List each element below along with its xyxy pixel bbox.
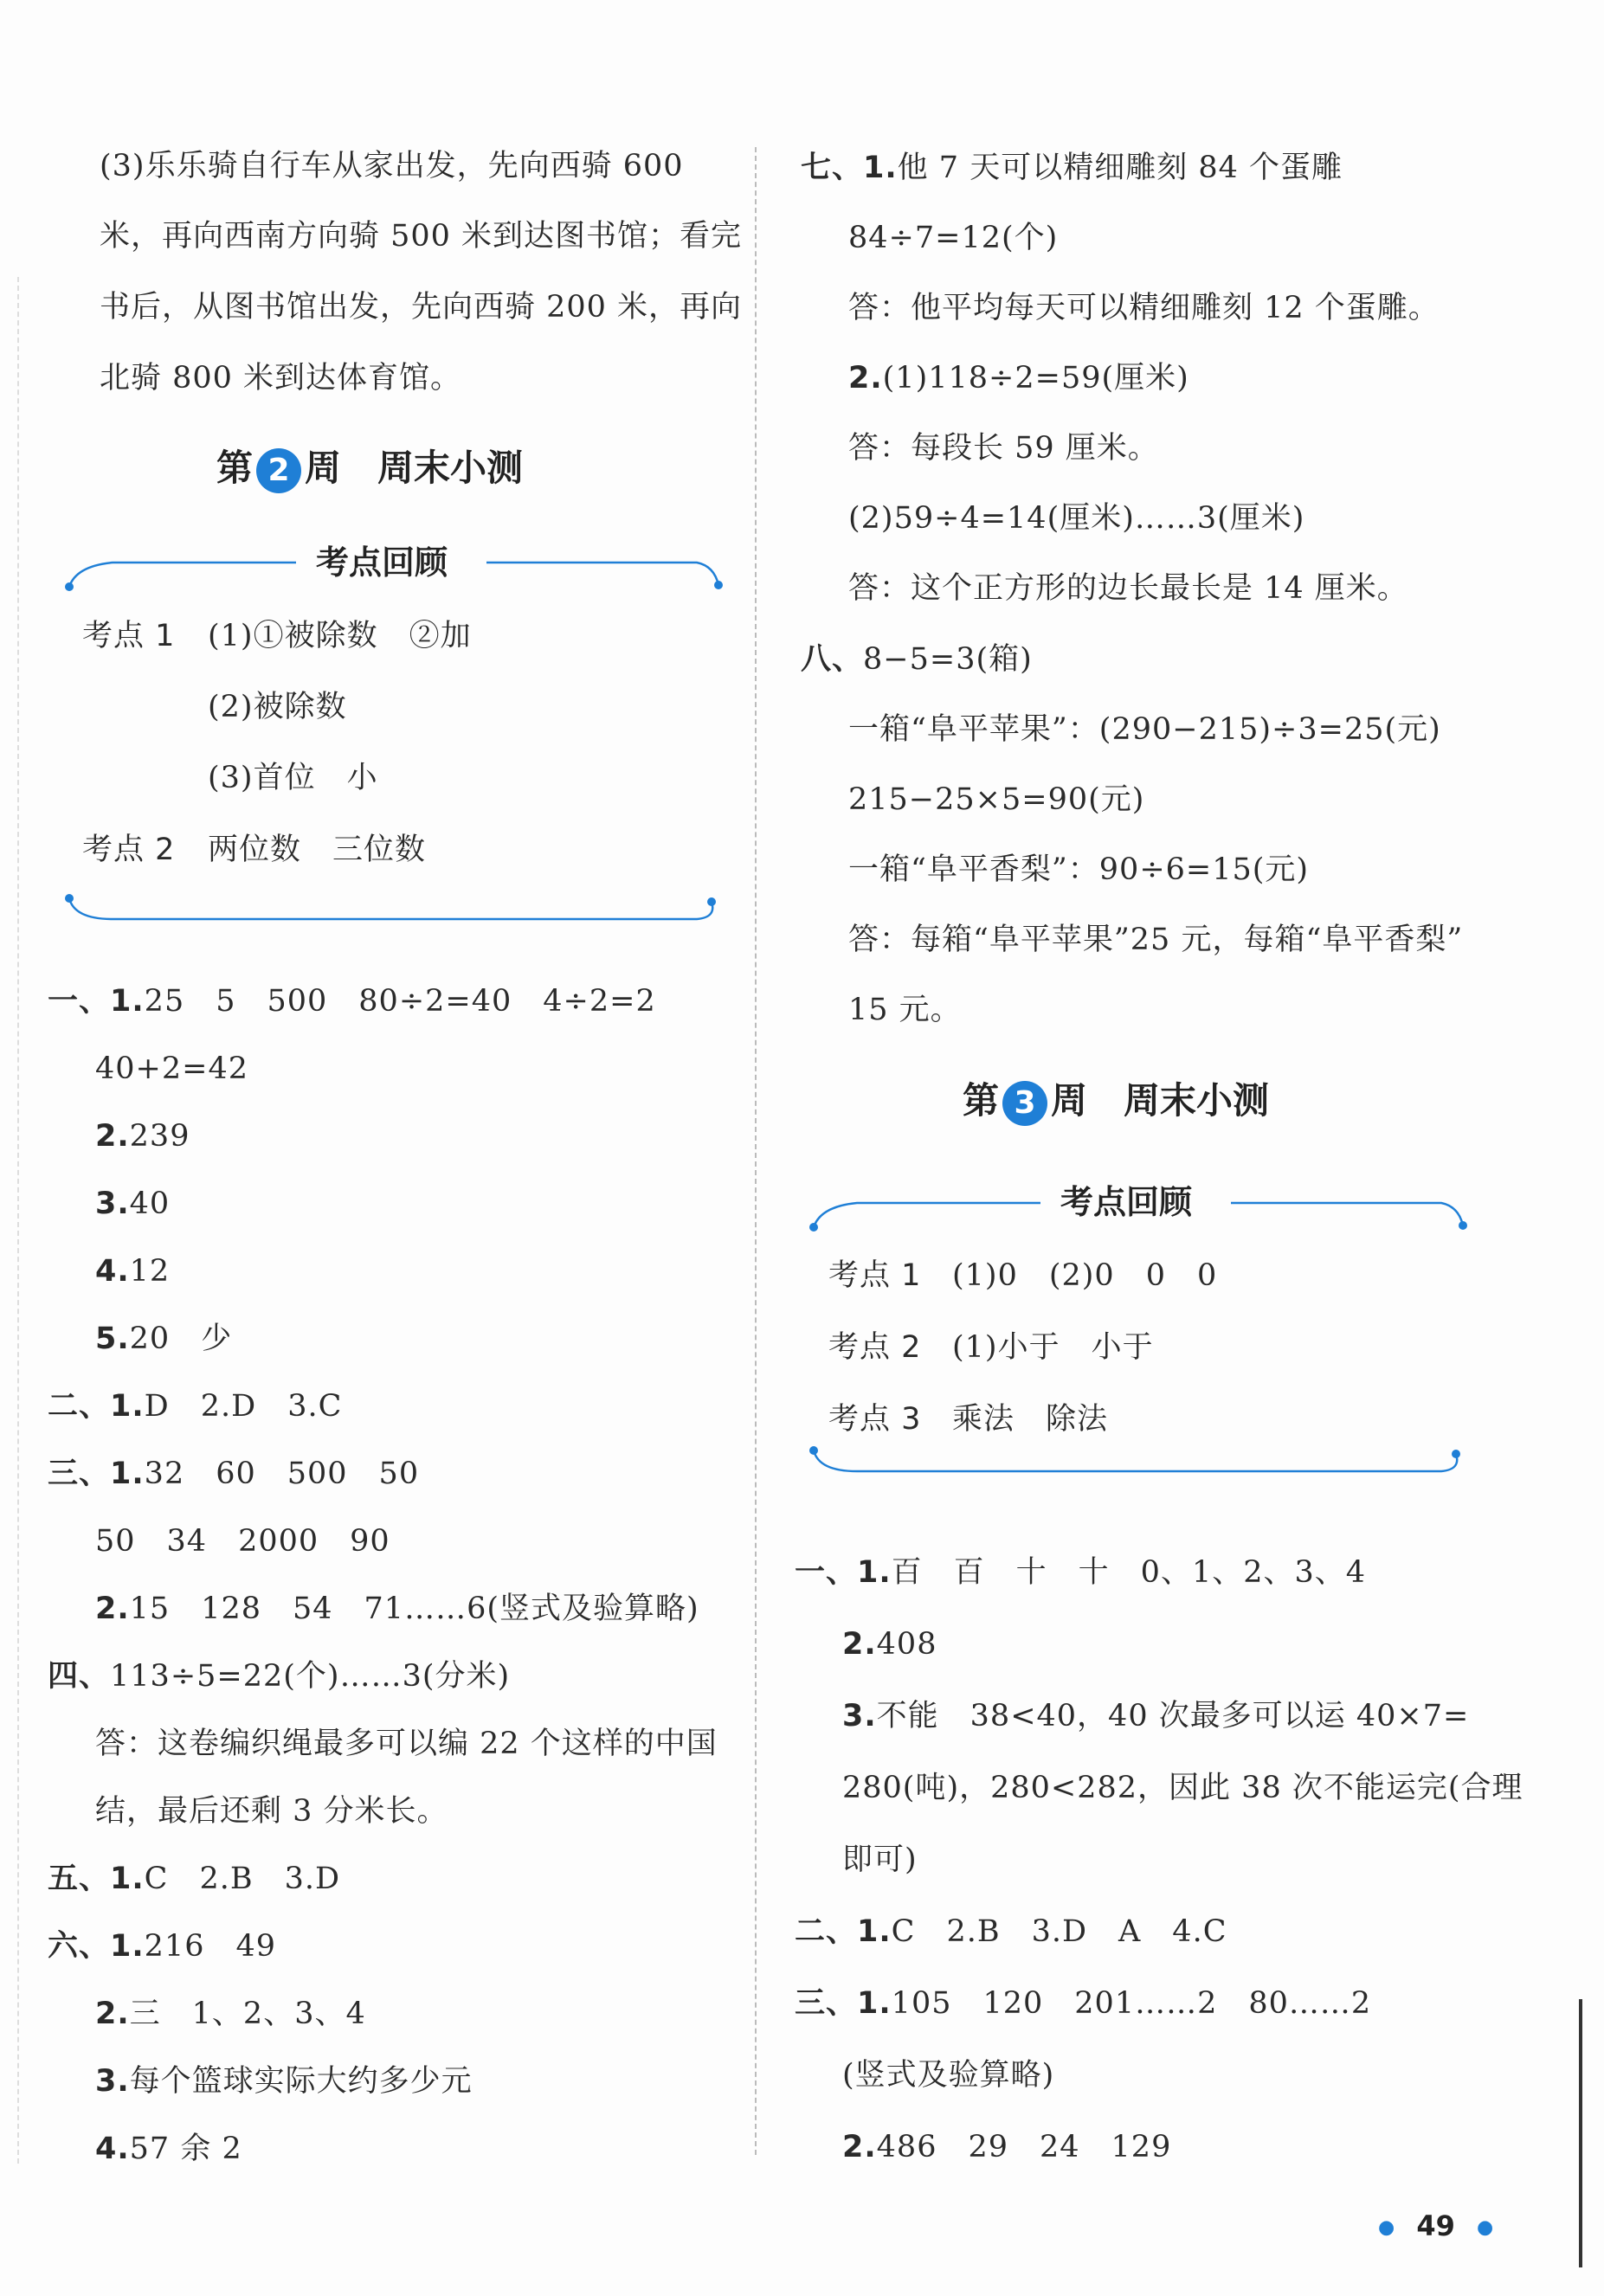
section-marker: 一、 xyxy=(48,984,111,1019)
answer-line xyxy=(795,1984,1371,2023)
review-text: (3)首位 小 xyxy=(208,761,378,795)
answer-text: 8−5=3(箱) xyxy=(863,642,1033,677)
intro-line: (3)乐乐骑自行车从家出发，先向西骑 600 xyxy=(100,149,684,183)
edge-bar xyxy=(1579,1999,1582,2267)
review-text: 两位数 三位数 xyxy=(208,833,427,867)
review-text: (2)被除数 xyxy=(208,690,347,724)
answer-line xyxy=(848,359,1189,397)
review-text: (1)小于 小于 xyxy=(952,1330,1154,1365)
answer-text: (1)118÷2=59(厘米) xyxy=(882,361,1189,396)
answer-text: 113÷5=22(个)……3(分米) xyxy=(110,1659,511,1694)
answer-text: 一箱“阜平苹果”：(290−215)÷3=25(元) xyxy=(848,712,1441,747)
answer-text: (竖式及验算略) xyxy=(842,2058,1055,2093)
answer-line xyxy=(842,1841,918,1879)
section-marker: 二、 xyxy=(795,1914,858,1949)
answer-text: 结，最后还剩 3 分米长。 xyxy=(95,1794,448,1829)
answer-text: 一箱“阜平香梨”：90÷6=15(元) xyxy=(848,852,1310,887)
answer-line xyxy=(848,499,1304,537)
section-marker: 六、 xyxy=(48,1929,111,1964)
answer-line xyxy=(842,1697,1469,1735)
answer-line xyxy=(801,640,1033,679)
answer-line xyxy=(95,1995,366,2033)
item-number: 3. xyxy=(95,1187,130,1221)
week-heading-post: 周 周末小测 xyxy=(305,447,524,489)
answer-text: 25 5 500 80÷2=40 4÷2=2 xyxy=(144,984,656,1019)
answer-text: 20 少 xyxy=(129,1322,233,1356)
answer-line xyxy=(842,2056,1054,2094)
answer-text: 50 34 2000 90 xyxy=(95,1524,390,1559)
answer-line xyxy=(842,1769,1523,1807)
answer-line xyxy=(48,1860,340,1898)
margin-line xyxy=(17,277,19,2164)
review-title: 考点回顾 xyxy=(316,543,448,582)
item-number: 2. xyxy=(848,361,883,396)
review-label: 考点 3 xyxy=(828,1402,922,1437)
item-number: 1. xyxy=(110,1929,145,1964)
answer-line xyxy=(95,1050,248,1088)
answer-line xyxy=(95,1725,718,1763)
answer-text: 答：每箱“阜平苹果”25 元，每箱“阜平香梨” xyxy=(848,923,1464,957)
answer-text: 三 1、2、3、4 xyxy=(129,1997,366,2031)
item-number: 1. xyxy=(857,1914,892,1949)
review-box-frame xyxy=(61,537,727,935)
answer-line xyxy=(848,851,1309,889)
answer-text: 105 120 201……2 80……2 xyxy=(891,1986,1372,2021)
answer-text: 答：每段长 59 厘米。 xyxy=(848,431,1159,466)
section-marker: 八、 xyxy=(801,642,864,677)
intro-line: 书后，从图书馆出发，先向西骑 200 米，再向 xyxy=(100,290,743,325)
item-number: 1. xyxy=(110,1862,145,1896)
answer-line xyxy=(95,2062,473,2100)
intro-line: 米，再向西南方向骑 500 米到达图书馆；看完 xyxy=(100,219,743,254)
answer-text: 15 128 54 71……6(竖式及验算略) xyxy=(129,1592,699,1626)
answer-line xyxy=(95,1792,448,1830)
bullet-icon: ● xyxy=(1477,2216,1494,2239)
answer-line xyxy=(848,711,1441,749)
section-marker: 七、 xyxy=(801,151,864,185)
answer-line xyxy=(848,429,1159,467)
answer-text: 40 xyxy=(129,1187,171,1221)
item-number: 1. xyxy=(863,151,898,185)
item-number: 2. xyxy=(95,1592,130,1626)
answer-line xyxy=(95,1185,170,1223)
item-number: 2. xyxy=(95,1119,130,1154)
answer-text: (2)59÷4=14(厘米)……3(厘米) xyxy=(848,501,1305,536)
answer-line xyxy=(848,921,1463,959)
week-heading-pre: 第 xyxy=(216,447,254,489)
section-marker: 四、 xyxy=(48,1659,111,1694)
page-number xyxy=(1378,2209,1493,2242)
answer-text: 百 百 十 十 0、1、2、3、4 xyxy=(891,1555,1367,1590)
item-number: 5. xyxy=(95,1322,130,1356)
intro-line: 北骑 800 米到达体育馆。 xyxy=(100,361,462,396)
answer-text: 他 7 天可以精细雕刻 84 个蛋雕 xyxy=(897,151,1343,185)
review-text: (1)①被除数 ②加 xyxy=(208,619,472,653)
answer-line xyxy=(848,991,962,1029)
item-number: 1. xyxy=(857,1555,892,1590)
answer-line xyxy=(95,2130,242,2168)
item-number: 2. xyxy=(842,2130,877,2164)
section-marker: 一、 xyxy=(795,1555,858,1590)
answer-text: 57 余 2 xyxy=(129,2132,242,2166)
answer-line xyxy=(48,982,656,1020)
answer-line xyxy=(95,1117,190,1155)
item-number: 2. xyxy=(842,1627,877,1662)
review-title: 考点回顾 xyxy=(1060,1183,1193,1221)
review-label: 考点 1 xyxy=(828,1258,922,1293)
review-label: 考点 2 xyxy=(828,1330,922,1365)
review-text: (1)0 (2)0 0 0 xyxy=(952,1258,1218,1293)
week-number-badge: 3 xyxy=(1002,1081,1047,1126)
answer-text: D 2.D 3.C xyxy=(144,1389,343,1424)
review-text: 乘法 除法 xyxy=(952,1402,1109,1437)
answer-line xyxy=(95,1590,699,1628)
answer-line xyxy=(848,219,1058,257)
answer-text: 15 元。 xyxy=(848,993,962,1027)
week-number-badge: 2 xyxy=(256,448,301,493)
item-number: 1. xyxy=(110,1457,145,1491)
item-number: 4. xyxy=(95,2132,130,2166)
answer-line xyxy=(48,1927,276,1965)
answer-text: 答：这卷编织绳最多可以编 22 个这样的中国 xyxy=(95,1727,718,1761)
section-marker: 五、 xyxy=(48,1862,111,1896)
review-label: 考点 2 xyxy=(82,833,176,867)
answer-text: C 2.B 3.D xyxy=(144,1862,341,1896)
answer-line xyxy=(48,1455,419,1493)
week-heading-post: 周 周末小测 xyxy=(1051,1079,1270,1122)
answer-line xyxy=(842,2128,1171,2166)
answer-text: 486 29 24 129 xyxy=(876,2130,1172,2164)
week-heading xyxy=(216,444,523,493)
answer-line xyxy=(801,149,1343,187)
answer-line xyxy=(48,1387,342,1425)
item-number: 2. xyxy=(95,1997,130,2031)
answer-line xyxy=(842,1625,937,1663)
item-number: 1. xyxy=(110,1389,145,1424)
answer-text: 216 49 xyxy=(144,1929,277,1964)
answer-text: 239 xyxy=(129,1119,190,1154)
answer-line xyxy=(795,1913,1227,1951)
answer-text: 答：这个正方形的边长最长是 14 厘米。 xyxy=(848,571,1408,606)
answer-text: 84÷7=12(个) xyxy=(848,221,1059,255)
page-number-value: 49 xyxy=(1416,2209,1455,2242)
section-marker: 三、 xyxy=(48,1457,111,1491)
answer-line xyxy=(848,289,1440,327)
answer-line xyxy=(95,1252,170,1290)
answer-text: 即可) xyxy=(842,1843,918,1877)
answer-line xyxy=(48,1657,510,1695)
item-number: 3. xyxy=(95,2064,130,2099)
answer-line xyxy=(95,1522,390,1560)
column-divider xyxy=(755,147,757,2155)
answer-text: 215−25×5=90(元) xyxy=(848,782,1145,817)
bullet-icon: ● xyxy=(1378,2216,1395,2239)
item-number: 3. xyxy=(842,1699,877,1733)
answer-line xyxy=(795,1553,1366,1592)
week-heading xyxy=(963,1077,1269,1126)
section-marker: 三、 xyxy=(795,1986,858,2021)
answer-text: 12 xyxy=(129,1254,171,1289)
answer-text: 答：他平均每天可以精细雕刻 12 个蛋雕。 xyxy=(848,291,1440,325)
answer-line xyxy=(95,1320,232,1358)
review-label: 考点 1 xyxy=(82,619,176,653)
item-number: 4. xyxy=(95,1254,130,1289)
answer-text: 280(吨)，280<282，因此 38 次不能运完(合理 xyxy=(842,1771,1523,1805)
answer-text: 不能 38<40，40 次最多可以运 40×7= xyxy=(876,1699,1470,1733)
answer-text: 32 60 500 50 xyxy=(144,1457,420,1491)
item-number: 1. xyxy=(857,1986,892,2021)
answer-line xyxy=(848,781,1144,819)
answer-text: 40+2=42 xyxy=(95,1052,248,1086)
answer-line xyxy=(848,569,1408,608)
answer-text: 每个篮球实际大约多少元 xyxy=(129,2064,473,2099)
answer-text: 408 xyxy=(876,1627,937,1662)
item-number: 1. xyxy=(110,984,145,1019)
answer-text: C 2.B 3.D A 4.C xyxy=(891,1914,1227,1949)
section-marker: 二、 xyxy=(48,1389,111,1424)
week-heading-pre: 第 xyxy=(963,1079,1000,1122)
